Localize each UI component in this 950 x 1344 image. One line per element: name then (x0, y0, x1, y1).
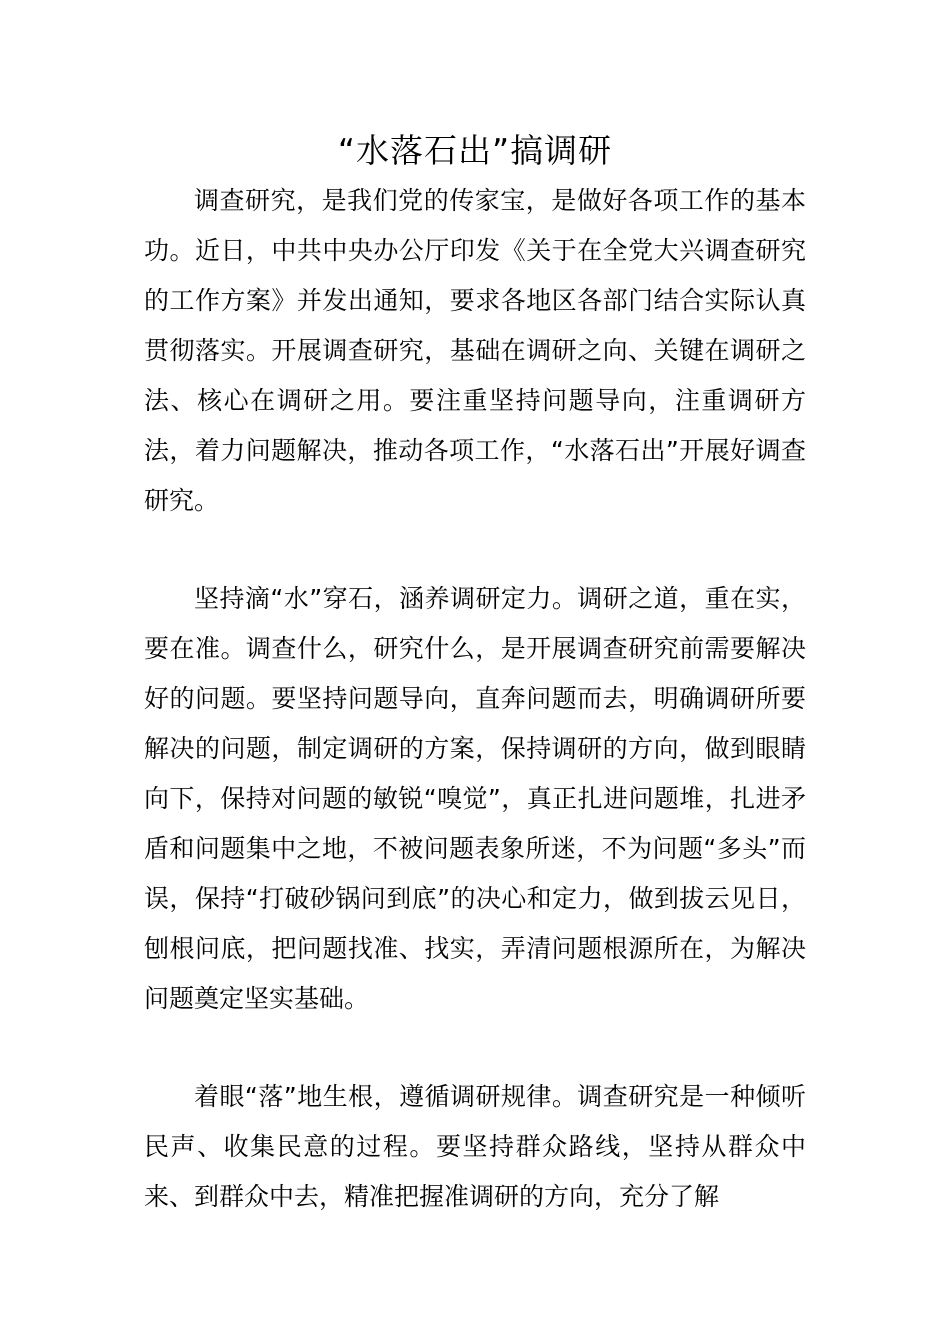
paragraph-water: 坚持滴“水”穿石，涵养调研定力。调研之道，重在实，要在准。调查什么，研究什么，是开展调查研究前需要解决好的问题。要坚持问题导向，直奔问题而去，明确调研所要解决的问题，制定调研的方案，保持调研的方向，做到眼睛向下，保持对问题的敏锐“嗅觉”，真正扎进问题堆，扎进矛盾和问题集中之地，不被问题表象所迷，不为问题“多头”而误，保持“打破砂锅问到底”的决心和定力，做到拔云见日，刨根问底，把问题找准、找实，弄清问题根源所在，为解决问题奠定坚实基础。 (144, 584, 806, 1013)
document-title: “水落石出”搞调研 (337, 131, 613, 170)
paragraph-intro: 调查研究，是我们党的传家宝，是做好各项工作的基本功。近日，中共中央办公厅印发《关于在全党大兴调查研究的工作方案》并发出通知，要求各地区各部门结合实际认真贯彻落实。开展调查研究，基础在调研之向、关键在调研之法、核心在调研之用。要注重坚持问题导向，注重调研方法，着力问题解决，推动各项工作，“水落石出”开展好调查研究。 (144, 186, 806, 515)
paragraph-fall: 着眼“落”地生根，遵循调研规律。调查研究是一种倾听民声、收集民意的过程。要坚持群众路线，坚持从群众中来、到群众中去，精准把握准调研的方向，充分了解 (144, 1082, 806, 1211)
